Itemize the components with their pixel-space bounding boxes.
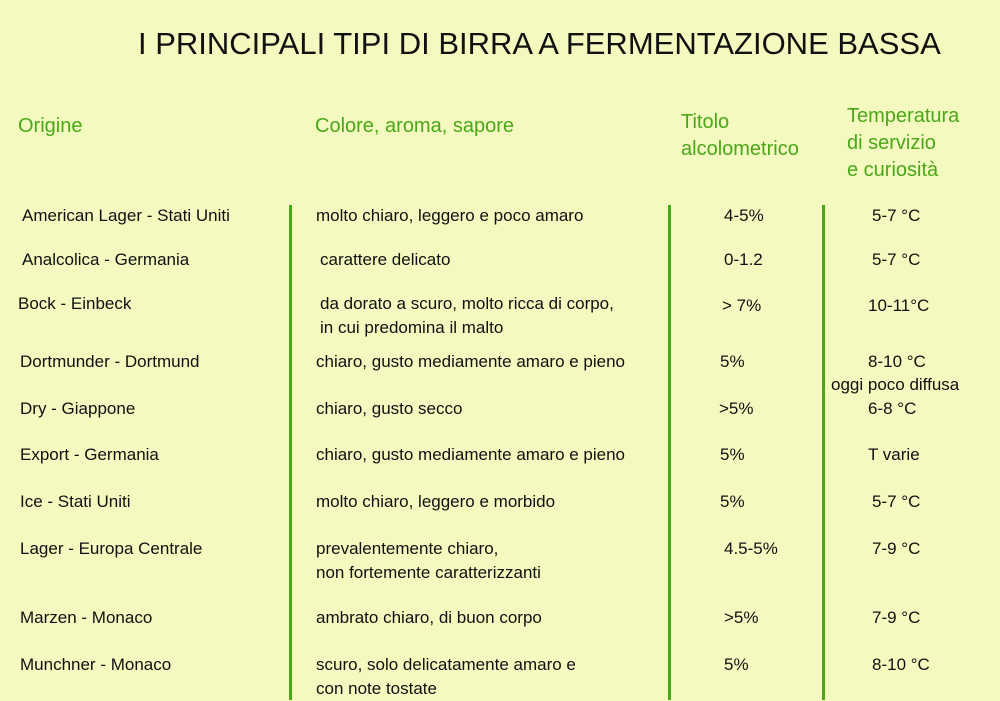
cell-temp: 5-7 °C [872,206,921,225]
cell-color: ambrato chiaro, di buon corpo [316,608,542,627]
cell-abv: 5% [724,655,749,674]
header-origin: Origine [18,115,83,137]
cell-origin: Dortmunder - Dortmund [20,352,200,371]
cell-color: chiaro, gusto secco [316,399,463,418]
cell-origin: Export - Germania [20,445,159,464]
cell-color: chiaro, gusto mediamente amaro e pieno [316,445,626,464]
cell-origin: Bock - Einbeck [18,294,132,313]
column-divider-1 [289,205,292,700]
cell-origin: Dry - Giappone [20,399,136,418]
cell-temp: 5-7 °C [872,250,921,269]
cell-temp: 6-8 °C [868,399,917,418]
cell-abv: >5% [724,608,759,627]
cell-color: chiaro, gusto mediamente amaro e pieno [316,352,626,371]
cell-temp: 10-11°C [868,296,930,315]
cell-temp: 8-10 °C [872,655,930,674]
cell-color: da dorato a scuro, molto ricca di corpo, in cui predomina il malto [320,294,614,337]
cell-note: oggi poco diffusa [831,375,960,394]
cell-origin: American Lager - Stati Uniti [22,206,230,225]
cell-abv: 5% [720,492,745,511]
header-temp: Temperatura di servizio e curiosità [847,105,960,181]
cell-origin: Marzen - Monaco [20,608,153,627]
cell-abv: 5% [720,352,745,371]
cell-temp: 5-7 °C [872,492,921,511]
column-divider-2 [668,205,671,700]
cell-origin: Munchner - Monaco [20,655,172,674]
cell-color: carattere delicato [320,250,451,269]
cell-color: prevalentemente chiaro, non fortemente caratterizzanti [316,539,541,582]
cell-abv: 4.5-5% [724,539,778,558]
cell-color: molto chiaro, leggero e poco amaro [316,206,584,225]
cell-abv: 4-5% [724,206,764,225]
cell-origin: Analcolica - Germania [22,250,190,269]
header-color: Colore, aroma, sapore [315,115,514,137]
cell-abv: >5% [719,399,754,418]
cell-color: scuro, solo delicatamente amaro e con note tostate [316,655,576,698]
header-abv: Titolo alcolometrico [681,111,799,160]
column-divider-3 [822,205,825,700]
cell-abv: > 7% [722,296,762,315]
cell-temp: T varie [868,445,920,464]
cell-temp: 8-10 °C [868,352,926,371]
cell-origin: Lager - Europa Centrale [20,539,203,558]
cell-abv: 5% [720,445,745,464]
cell-temp: 7-9 °C [872,608,921,627]
cell-abv: 0-1.2 [724,250,763,269]
cell-color: molto chiaro, leggero e morbido [316,492,556,511]
cell-origin: Ice - Stati Uniti [20,492,131,511]
page-title: I PRINCIPALI TIPI DI BIRRA A FERMENTAZIONE BASSA [138,26,941,61]
cell-temp: 7-9 °C [872,539,921,558]
